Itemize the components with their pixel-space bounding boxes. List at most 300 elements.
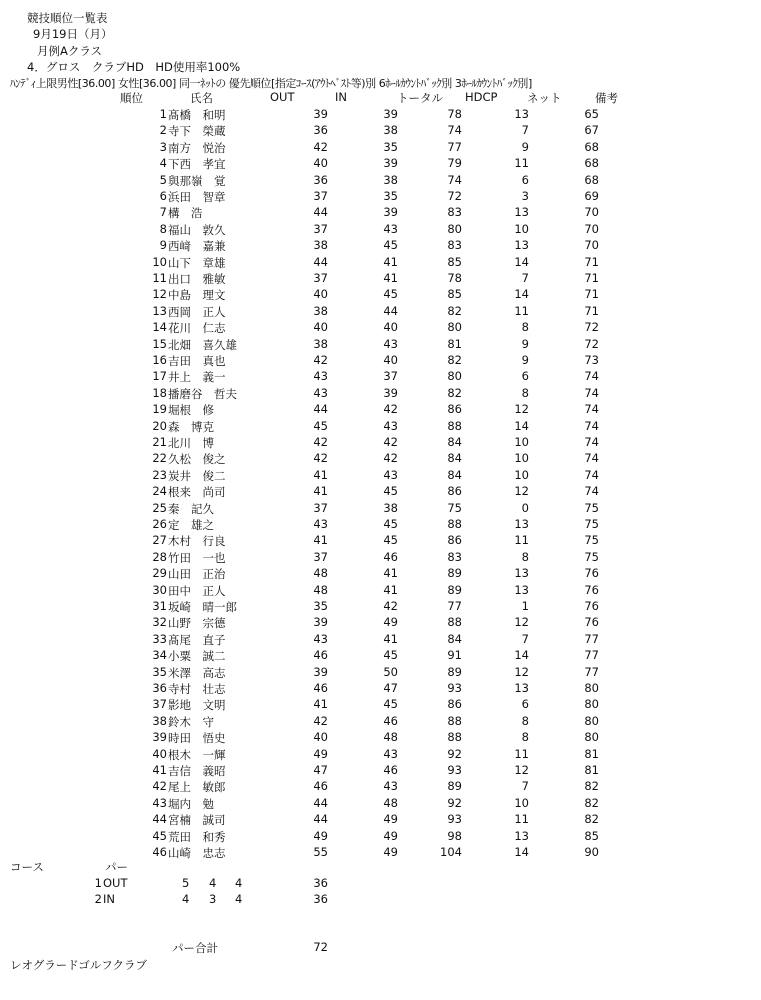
table-row [0, 550, 761, 568]
rank-cell: 14 [152, 320, 167, 335]
name-cell: 福山 敦久 [168, 222, 226, 237]
net-score-cell: 76 [584, 599, 599, 613]
net-score-cell: 70 [584, 205, 599, 220]
rank-cell: 6 [159, 189, 167, 203]
in-score-cell: 42 [383, 435, 398, 449]
net-score-cell: 72 [584, 320, 599, 335]
net-score-cell: 90 [584, 845, 599, 859]
total-score-cell: 86 [447, 484, 462, 499]
hdcp-cell: 14 [514, 254, 529, 269]
table-row [0, 583, 761, 601]
out-score-cell: 38 [313, 336, 328, 351]
table-row [0, 796, 761, 814]
in-score-cell: 44 [383, 303, 398, 318]
rank-cell: 21 [152, 435, 167, 449]
in-score-cell: 50 [383, 664, 398, 679]
total-score-cell: 74 [447, 172, 462, 187]
competition-format: 4．グロス クラブHD HD使用率100% [27, 60, 241, 74]
total-score-cell: 80 [447, 369, 462, 384]
hdcp-cell: 11 [514, 303, 529, 318]
out-score-cell: 48 [313, 566, 328, 581]
out-score-cell: 55 [313, 845, 328, 859]
name-cell: 時田 悟史 [168, 731, 226, 746]
name-cell: 堀内 勉 [168, 796, 214, 811]
total-score-cell: 85 [447, 287, 462, 302]
hdcp-cell: 11 [514, 156, 529, 171]
name-cell: 荒田 和秀 [168, 829, 226, 844]
table-row [0, 337, 761, 355]
hdcp-cell: 10 [514, 451, 529, 466]
out-score-cell: 36 [313, 123, 328, 138]
name-cell: 山田 正治 [168, 567, 226, 582]
total-score-cell: 93 [447, 763, 462, 777]
table-row [0, 271, 761, 289]
rank-cell: 10 [152, 254, 167, 269]
course-row-total: 36 [313, 876, 328, 890]
total-score-cell: 74 [447, 123, 462, 138]
column-hdcp: HDCP [465, 90, 498, 104]
total-score-cell: 88 [447, 730, 462, 745]
total-score-cell: 89 [447, 779, 462, 794]
table-row [0, 468, 761, 486]
net-score-cell: 76 [584, 615, 599, 630]
rank-cell: 36 [152, 681, 167, 695]
rank-cell: 43 [152, 795, 167, 810]
out-score-cell: 38 [313, 238, 328, 253]
total-score-cell: 104 [440, 845, 462, 859]
hdcp-cell: 6 [521, 369, 529, 384]
name-cell: 鈴木 守 [168, 714, 214, 729]
rank-cell: 4 [159, 156, 167, 171]
name-cell: 髙橋 和明 [168, 108, 226, 122]
name-cell: 坂崎 晴一郎 [168, 600, 237, 614]
hdcp-cell: 13 [514, 828, 529, 843]
table-row [0, 320, 761, 338]
net-score-cell: 68 [584, 139, 599, 154]
in-score-cell: 42 [383, 451, 398, 466]
total-score-cell: 93 [447, 681, 462, 695]
rank-cell: 13 [152, 303, 167, 318]
name-cell: 下西 孝宜 [168, 157, 226, 172]
name-cell: 吉田 真也 [168, 354, 226, 368]
par-total-label: パー合計 [172, 941, 218, 955]
name-cell: 米澤 高志 [168, 665, 226, 680]
in-score-cell: 43 [383, 746, 398, 761]
hdcp-cell: 10 [514, 795, 529, 810]
total-score-cell: 86 [447, 533, 462, 548]
total-score-cell: 88 [447, 418, 462, 433]
name-cell: 根来 尚司 [168, 485, 226, 500]
table-row [0, 287, 761, 305]
out-score-cell: 44 [313, 205, 328, 220]
total-score-cell: 89 [447, 566, 462, 581]
hdcp-cell: 13 [514, 107, 529, 121]
out-score-cell: 42 [313, 353, 328, 367]
column-out: OUT [270, 90, 295, 104]
in-score-cell: 43 [383, 221, 398, 236]
hdcp-cell: 10 [514, 435, 529, 449]
net-score-cell: 74 [584, 402, 599, 417]
hdcp-cell: 14 [514, 287, 529, 302]
hdcp-cell: 14 [514, 845, 529, 859]
in-score-cell: 39 [383, 385, 398, 400]
rank-cell: 17 [152, 369, 167, 384]
total-score-cell: 89 [447, 664, 462, 679]
hdcp-cell: 13 [514, 681, 529, 695]
column-net: ネット [527, 91, 562, 105]
table-row [0, 714, 761, 732]
name-cell: 田中 正人 [168, 583, 226, 598]
rank-cell: 15 [152, 336, 167, 351]
in-score-cell: 43 [383, 467, 398, 482]
rank-cell: 37 [152, 697, 167, 712]
name-cell: 出口 雅敏 [168, 272, 226, 286]
rank-cell: 39 [152, 730, 167, 745]
out-score-cell: 42 [313, 451, 328, 466]
hdcp-cell: 12 [514, 664, 529, 679]
table-row [0, 484, 761, 502]
net-score-cell: 68 [584, 156, 599, 171]
table-row [0, 173, 761, 191]
hdcp-cell: 13 [514, 566, 529, 581]
hdcp-cell: 6 [521, 697, 529, 712]
column-total: トータル [397, 91, 443, 105]
net-score-cell: 75 [584, 500, 599, 515]
net-score-cell: 72 [584, 336, 599, 351]
in-score-cell: 41 [383, 271, 398, 285]
in-score-cell: 45 [383, 697, 398, 712]
net-score-cell: 82 [584, 779, 599, 794]
in-score-cell: 41 [383, 582, 398, 597]
rank-cell: 40 [152, 746, 167, 761]
net-score-cell: 80 [584, 713, 599, 728]
net-score-cell: 74 [584, 435, 599, 449]
table-row [0, 205, 761, 223]
total-score-cell: 86 [447, 697, 462, 712]
hdcp-cell: 0 [521, 500, 529, 515]
name-cell: 中島 理文 [168, 288, 226, 303]
table-row [0, 648, 761, 666]
rank-cell: 42 [152, 779, 167, 794]
column-in: IN [335, 90, 347, 104]
rank-cell: 45 [152, 828, 167, 843]
net-score-cell: 74 [584, 467, 599, 482]
in-score-cell: 42 [383, 599, 398, 613]
out-score-cell: 42 [313, 139, 328, 154]
course-hole-par: 4 [182, 892, 190, 906]
rank-cell: 7 [159, 205, 167, 220]
in-score-cell: 49 [383, 845, 398, 859]
in-score-cell: 35 [383, 139, 398, 154]
hdcp-cell: 3 [521, 189, 529, 203]
course-hole-par: 4 [235, 876, 243, 890]
course-hole-par: 4 [235, 892, 243, 906]
out-score-cell: 40 [313, 156, 328, 171]
net-score-cell: 71 [584, 254, 599, 269]
name-cell: 定 雄之 [168, 518, 214, 532]
name-cell: 西﨑 嘉兼 [168, 239, 226, 254]
table-row [0, 829, 761, 847]
hdcp-cell: 8 [521, 713, 529, 728]
name-cell: 木村 行良 [168, 534, 226, 549]
in-score-cell: 43 [383, 336, 398, 351]
total-score-cell: 89 [447, 582, 462, 597]
hdcp-cell: 12 [514, 763, 529, 777]
table-row [0, 435, 761, 453]
out-score-cell: 35 [313, 599, 328, 613]
rank-cell: 1 [159, 107, 167, 121]
in-score-cell: 45 [383, 238, 398, 253]
rank-cell: 24 [152, 484, 167, 499]
name-cell: 影地 文明 [168, 698, 226, 713]
column-name: 氏名 [190, 91, 213, 105]
net-score-cell: 74 [584, 484, 599, 499]
net-score-cell: 80 [584, 697, 599, 712]
out-score-cell: 40 [313, 730, 328, 745]
name-cell: 山崎 忠志 [168, 846, 226, 860]
net-score-cell: 77 [584, 664, 599, 679]
out-score-cell: 49 [313, 828, 328, 843]
table-row [0, 566, 761, 584]
table-row [0, 747, 761, 765]
rank-cell: 44 [152, 812, 167, 827]
rank-cell: 16 [152, 353, 167, 367]
table-row [0, 419, 761, 437]
out-score-cell: 44 [313, 254, 328, 269]
event-class: 月例Aクラス [37, 44, 103, 58]
in-score-cell: 43 [383, 779, 398, 794]
in-score-cell: 49 [383, 828, 398, 843]
in-score-cell: 41 [383, 254, 398, 269]
rank-cell: 9 [159, 238, 167, 253]
in-score-cell: 45 [383, 484, 398, 499]
rank-cell: 46 [152, 845, 167, 859]
total-score-cell: 81 [447, 336, 462, 351]
hdcp-cell: 10 [514, 467, 529, 482]
in-score-cell: 35 [383, 189, 398, 203]
table-row [0, 730, 761, 748]
total-score-cell: 79 [447, 156, 462, 171]
total-score-cell: 82 [447, 353, 462, 367]
net-score-cell: 75 [584, 549, 599, 564]
hdcp-cell: 12 [514, 615, 529, 630]
out-score-cell: 42 [313, 435, 328, 449]
out-score-cell: 47 [313, 763, 328, 777]
hdcp-cell: 13 [514, 205, 529, 220]
hdcp-cell: 11 [514, 812, 529, 827]
total-score-cell: 77 [447, 599, 462, 613]
total-score-cell: 84 [447, 467, 462, 482]
net-score-cell: 82 [584, 812, 599, 827]
hdcp-cell: 7 [521, 631, 529, 646]
out-score-cell: 40 [313, 320, 328, 335]
net-score-cell: 68 [584, 172, 599, 187]
total-score-cell: 84 [447, 435, 462, 449]
in-score-cell: 38 [383, 123, 398, 138]
name-cell: 竹田 一也 [168, 550, 226, 565]
table-row [0, 517, 761, 535]
net-score-cell: 77 [584, 631, 599, 646]
in-score-cell: 47 [383, 681, 398, 695]
net-score-cell: 70 [584, 221, 599, 236]
out-score-cell: 41 [313, 533, 328, 548]
net-score-cell: 80 [584, 730, 599, 745]
out-score-cell: 37 [313, 549, 328, 564]
out-score-cell: 36 [313, 172, 328, 187]
hdcp-cell: 14 [514, 418, 529, 433]
hdcp-cell: 8 [521, 320, 529, 335]
rank-cell: 5 [159, 172, 167, 187]
table-row [0, 779, 761, 797]
table-row [0, 123, 761, 141]
hdcp-cell: 6 [521, 172, 529, 187]
rank-cell: 20 [152, 418, 167, 433]
out-score-cell: 41 [313, 484, 328, 499]
in-score-cell: 46 [383, 713, 398, 728]
table-row [0, 353, 761, 371]
net-score-cell: 65 [584, 107, 599, 121]
total-score-cell: 84 [447, 451, 462, 466]
in-score-cell: 38 [383, 172, 398, 187]
name-cell: 寺下 榮蔵 [168, 124, 226, 139]
table-row [0, 402, 761, 420]
net-score-cell: 85 [584, 828, 599, 843]
in-score-cell: 48 [383, 730, 398, 745]
hdcp-cell: 14 [514, 648, 529, 663]
table-row [0, 501, 761, 519]
par-label: パー [105, 860, 128, 874]
in-score-cell: 40 [383, 353, 398, 367]
total-score-cell: 78 [447, 107, 462, 121]
hdcp-cell: 9 [521, 139, 529, 154]
total-score-cell: 88 [447, 615, 462, 630]
table-row [0, 812, 761, 830]
in-score-cell: 46 [383, 549, 398, 564]
name-cell: 尾上 敏郎 [168, 780, 226, 795]
name-cell: 久松 俊之 [168, 452, 226, 467]
net-score-cell: 71 [584, 287, 599, 302]
out-score-cell: 37 [313, 500, 328, 515]
net-score-cell: 81 [584, 746, 599, 761]
hdcp-cell: 8 [521, 730, 529, 745]
hdcp-cell: 13 [514, 517, 529, 531]
in-score-cell: 41 [383, 566, 398, 581]
total-score-cell: 78 [447, 271, 462, 285]
rank-cell: 29 [152, 566, 167, 581]
hdcp-cell: 11 [514, 746, 529, 761]
total-score-cell: 83 [447, 205, 462, 220]
rank-cell: 41 [152, 763, 167, 777]
total-score-cell: 80 [447, 221, 462, 236]
out-score-cell: 38 [313, 303, 328, 318]
total-score-cell: 92 [447, 795, 462, 810]
name-cell: 吉信 義昭 [168, 764, 226, 778]
rank-cell: 11 [152, 271, 167, 285]
name-cell: 堀根 修 [168, 403, 214, 418]
course-row-name: OUT [103, 876, 128, 890]
total-score-cell: 93 [447, 812, 462, 827]
in-score-cell: 40 [383, 320, 398, 335]
out-score-cell: 48 [313, 582, 328, 597]
out-score-cell: 44 [313, 402, 328, 417]
in-score-cell: 39 [383, 205, 398, 220]
rank-cell: 26 [152, 517, 167, 531]
rank-cell: 2 [159, 123, 167, 138]
name-cell: 花川 仁志 [168, 321, 226, 336]
name-cell: 浜田 智章 [168, 190, 226, 204]
name-cell: 西岡 正人 [168, 304, 226, 319]
net-score-cell: 73 [584, 353, 599, 367]
out-score-cell: 37 [313, 189, 328, 203]
rank-cell: 28 [152, 549, 167, 564]
table-row [0, 599, 761, 617]
rank-cell: 19 [152, 402, 167, 417]
rank-cell: 8 [159, 221, 167, 236]
hdcp-cell: 9 [521, 353, 529, 367]
name-cell: 山野 宗德 [168, 616, 226, 631]
name-cell: 北畑 喜久雄 [168, 337, 237, 352]
table-row [0, 304, 761, 322]
in-score-cell: 45 [383, 533, 398, 548]
net-score-cell: 77 [584, 648, 599, 663]
rank-cell: 35 [152, 664, 167, 679]
name-cell: 山下 章雄 [168, 255, 226, 270]
net-score-cell: 82 [584, 795, 599, 810]
handicap-rule: ﾊﾝﾃﾞｨ上限男性[36.00] 女性[36.00] 同一ﾈｯﾄの 優先順位[指定ｺｰｽ(ｱｳﾄﾍﾞｽﾄ等)別 6ﾎｰﾙｶｳﾝﾄﾊﾞｯｸ別 3ﾎｰﾙｶｳﾝﾄﾊﾞｯｸ別] [10, 77, 532, 90]
rank-cell: 31 [152, 599, 167, 613]
out-score-cell: 43 [313, 631, 328, 646]
table-row [0, 140, 761, 158]
name-cell: 炭井 俊二 [168, 468, 226, 483]
rank-cell: 32 [152, 615, 167, 630]
course-label: コース [10, 860, 44, 874]
rank-cell: 27 [152, 533, 167, 548]
column-note: 備考 [595, 91, 618, 105]
hdcp-cell: 7 [521, 271, 529, 285]
rank-cell: 34 [152, 648, 167, 663]
rank-cell: 18 [152, 385, 167, 400]
course-hole-par: 5 [182, 876, 190, 890]
net-score-cell: 71 [584, 303, 599, 318]
hdcp-cell: 13 [514, 582, 529, 597]
in-score-cell: 41 [383, 631, 398, 646]
table-row [0, 681, 761, 699]
name-cell: 髙尾 直子 [168, 632, 226, 647]
net-score-cell: 80 [584, 681, 599, 695]
rank-cell: 3 [159, 139, 167, 154]
course-row-name: IN [103, 892, 115, 906]
name-cell: 秦 記久 [168, 501, 214, 516]
out-score-cell: 42 [313, 713, 328, 728]
in-score-cell: 39 [383, 107, 398, 121]
total-score-cell: 92 [447, 746, 462, 761]
in-score-cell: 45 [383, 287, 398, 302]
course-row-num: 2 [94, 892, 102, 906]
table-row [0, 222, 761, 240]
name-cell: 北川 博 [168, 436, 214, 450]
rank-cell: 38 [152, 713, 167, 728]
name-cell: 寺村 壮志 [168, 682, 226, 696]
name-cell: 森 博克 [168, 419, 214, 434]
total-score-cell: 88 [447, 713, 462, 728]
table-row [0, 107, 761, 125]
in-score-cell: 45 [383, 517, 398, 531]
out-score-cell: 46 [313, 779, 328, 794]
net-score-cell: 70 [584, 238, 599, 253]
table-row [0, 615, 761, 633]
out-score-cell: 44 [313, 812, 328, 827]
total-score-cell: 77 [447, 139, 462, 154]
